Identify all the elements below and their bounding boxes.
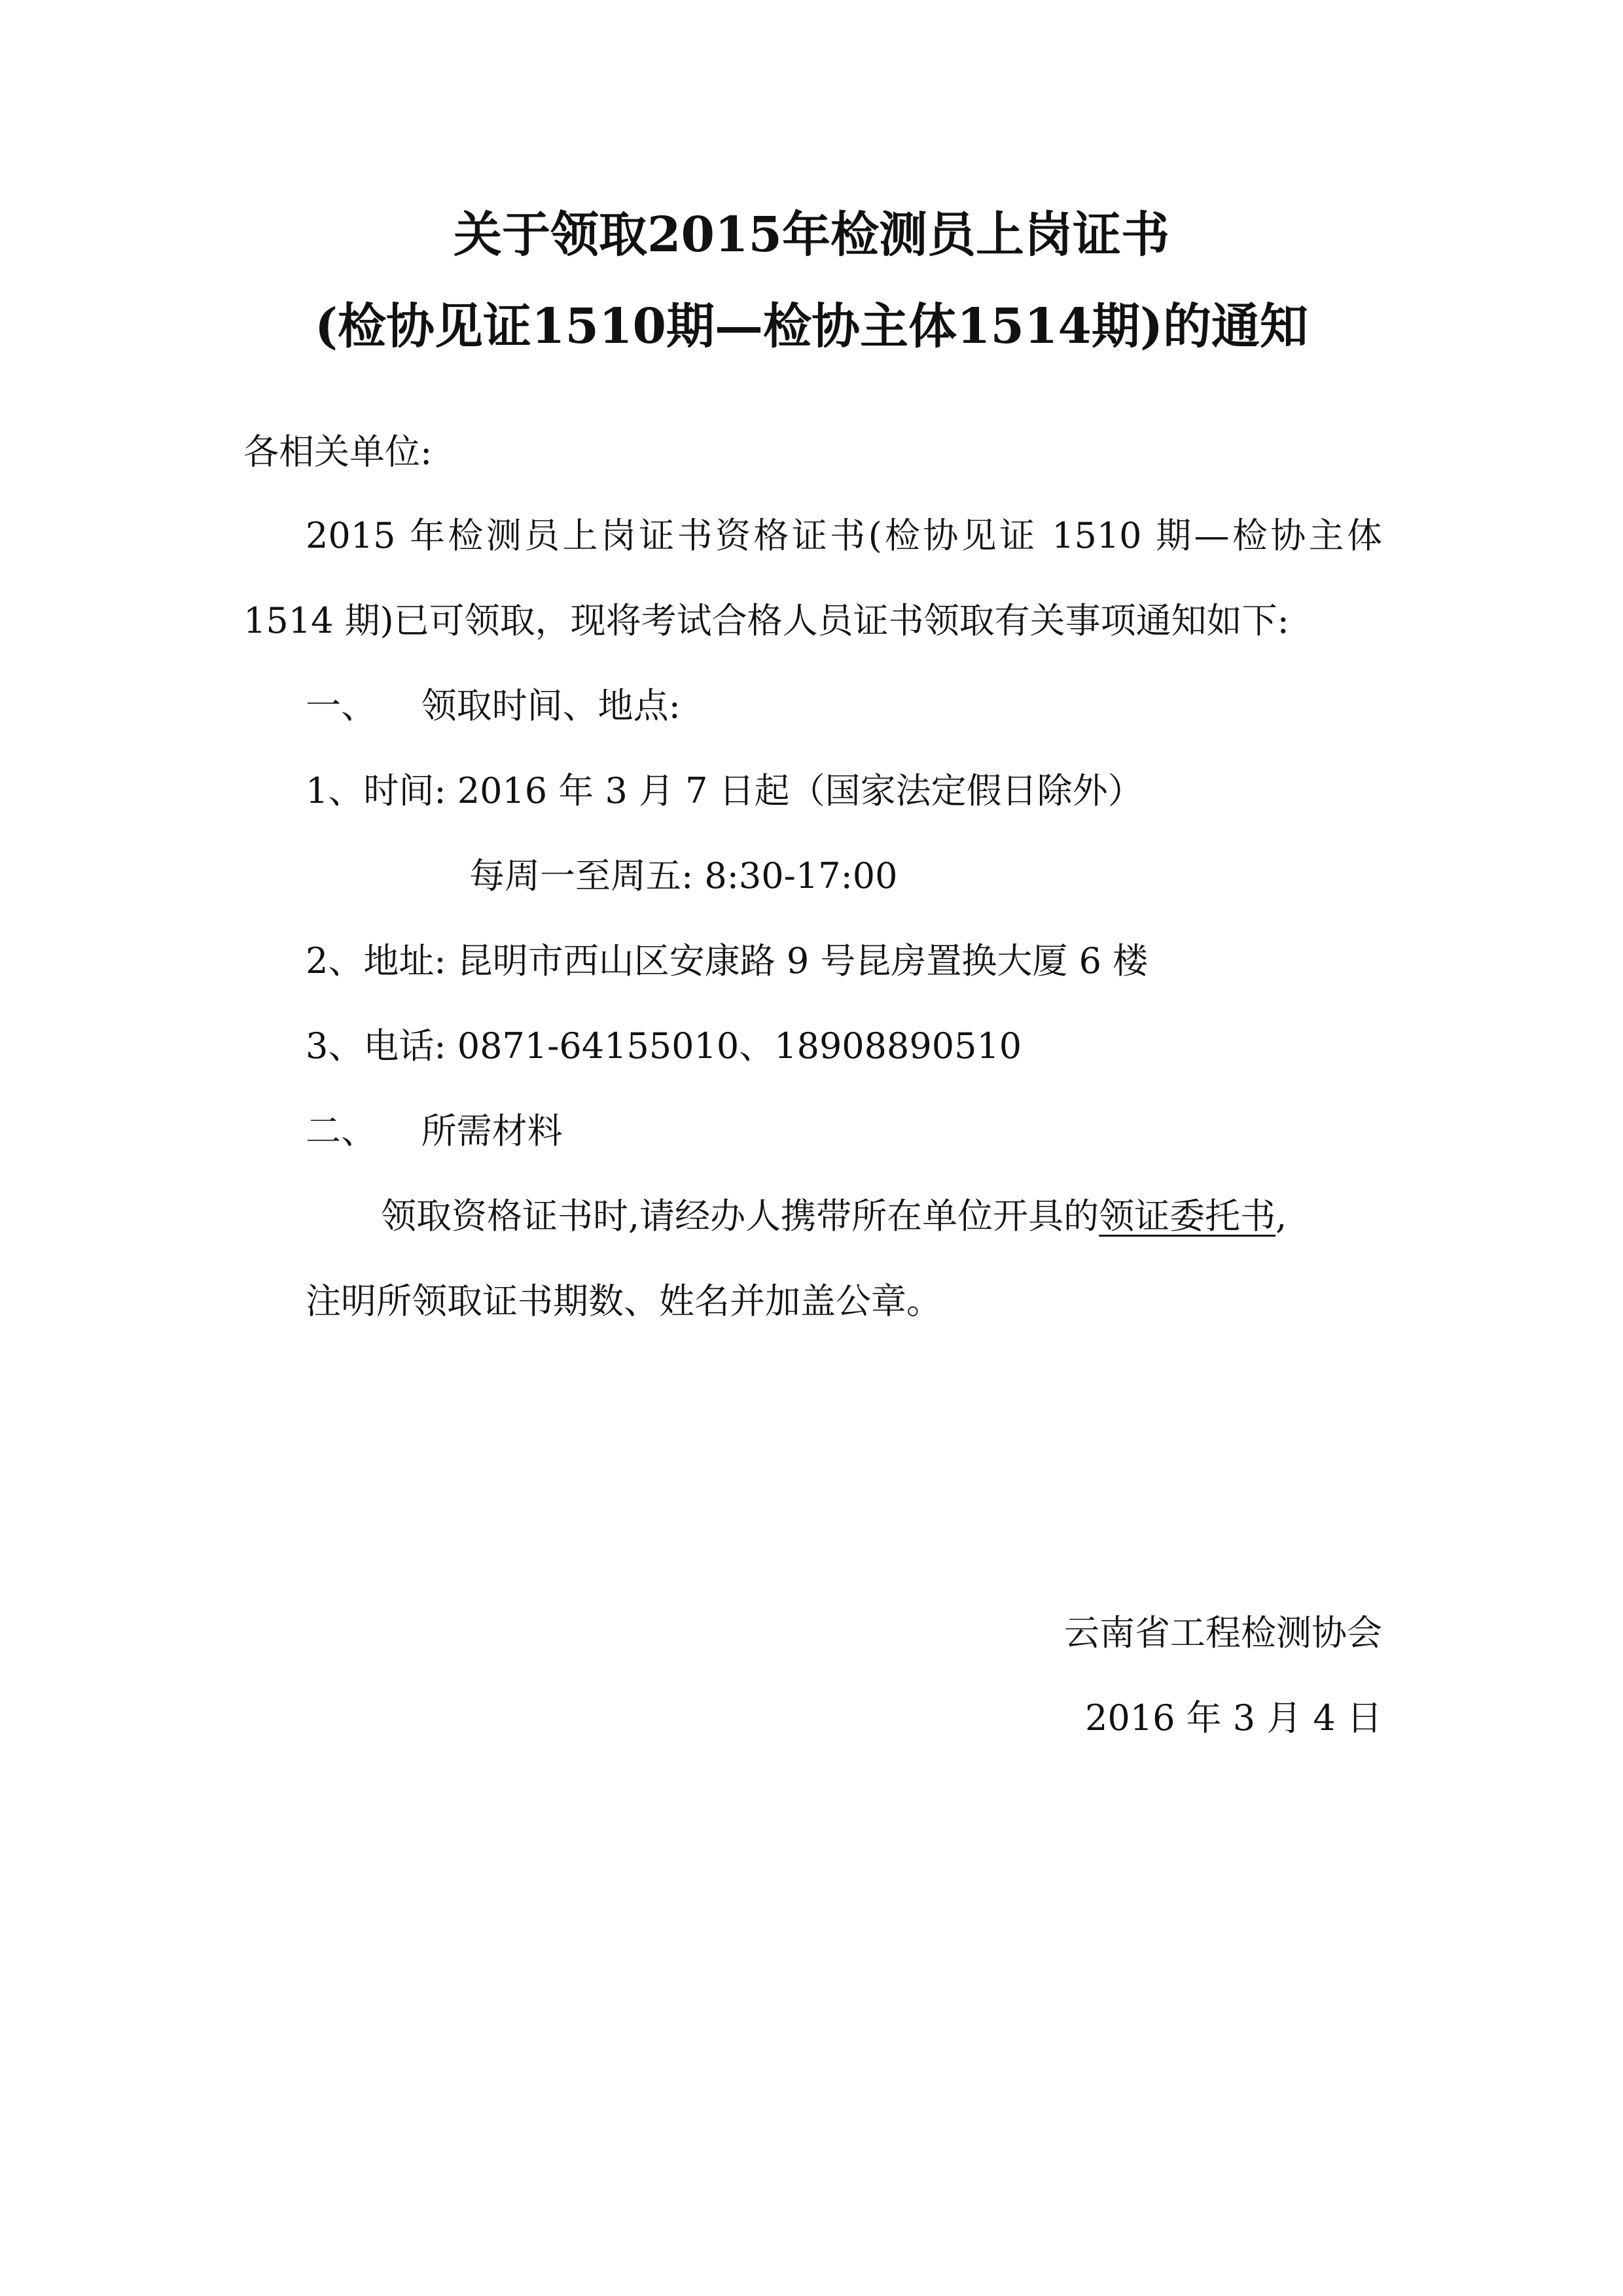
- item-address: 2、地址: 昆明市西山区安康路 9 号昆房置换大厦 6 楼: [306, 940, 1149, 981]
- materials-text: 领取资格证书时,请经办人携带所在单位开具的: [381, 1195, 1099, 1237]
- materials-paragraph-line-1: [381, 1195, 1287, 1237]
- materials-comma: ,: [1275, 1195, 1287, 1237]
- issue-date: 2016 年 3 月 4 日: [1085, 1697, 1382, 1739]
- issuing-organization: 云南省工程检测协会: [1064, 1612, 1382, 1653]
- section-2-heading: 二、 所需材料: [306, 1110, 563, 1152]
- materials-paragraph-line-2: 注明所领取证书期数、姓名并加盖公章。: [306, 1280, 942, 1322]
- notice-title-line-1: 关于领取2015年检测员上岗证书: [454, 207, 1169, 263]
- item-time: 1、时间: 2016 年 3 月 7 日起（国家法定假日除外）: [306, 770, 1143, 811]
- salutation: 各相关单位:: [243, 431, 433, 472]
- item-phone: 3、电话: 0871-64155010、18908890510: [306, 1025, 1022, 1067]
- section-1-heading: 一、 领取时间、地点:: [306, 685, 681, 726]
- authorization-letter-link: 领证委托书: [1099, 1195, 1276, 1237]
- intro-paragraph-line-1: 2015 年检测员上岗证书资格证书(检协见证 1510 期—检协主体: [306, 515, 1382, 556]
- item-office-hours: 每周一至周五: 8:30-17:00: [469, 855, 898, 896]
- notice-title-line-2: (检协见证1510期—检协主体1514期)的通知: [315, 298, 1308, 355]
- intro-paragraph-line-2: 1514 期)已可领取，现将考试合格人员证书领取有关事项通知如下:: [243, 600, 1289, 641]
